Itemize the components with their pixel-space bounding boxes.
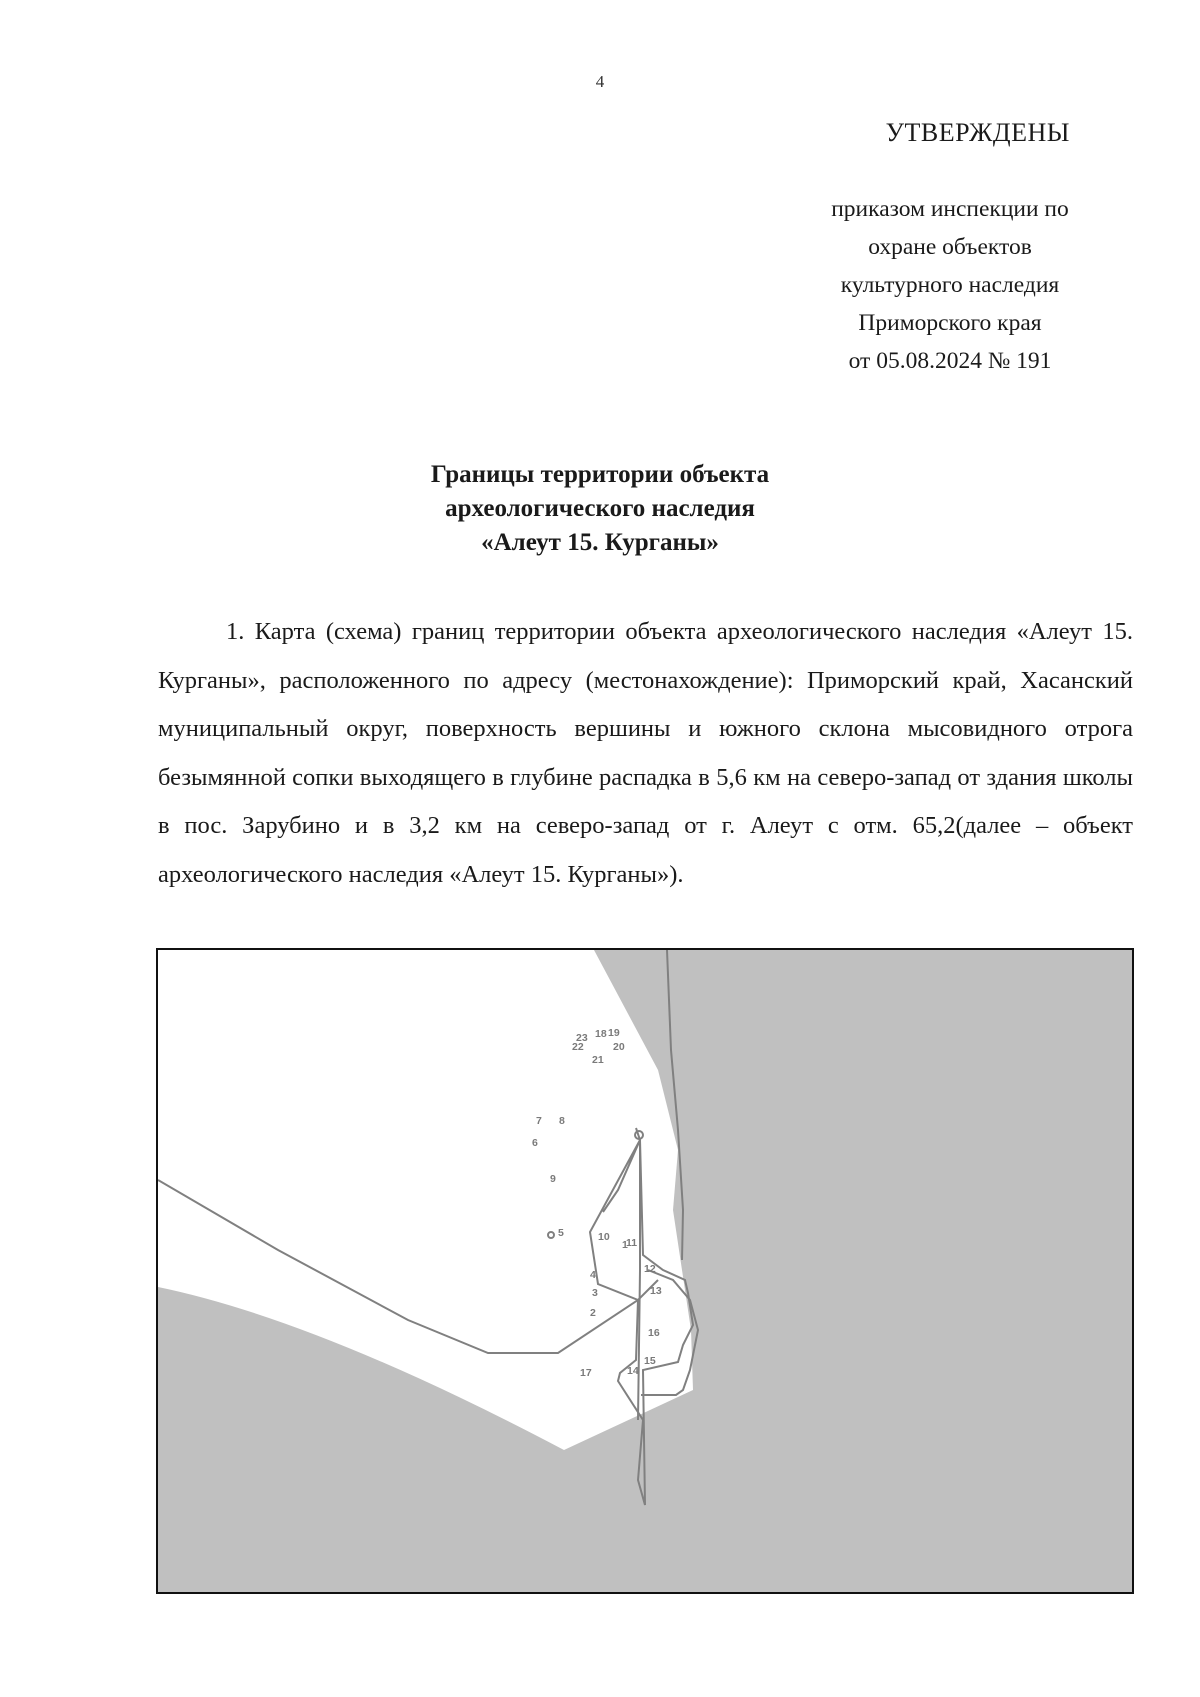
boundary-point-label-23: 23 [576, 1032, 588, 1044]
boundary-point-label-10: 10 [598, 1231, 610, 1243]
boundary-point-label-22: 22 [572, 1041, 584, 1053]
approval-date-number: от 05.08.2024 № 191 [848, 348, 1052, 374]
boundary-point-label-20: 20 [613, 1041, 625, 1053]
boundary-point-marker [548, 1232, 554, 1238]
boundary-map [156, 948, 1134, 1594]
approval-line: культурного наследия [840, 272, 1060, 298]
boundary-point-label-12: 12 [644, 1263, 656, 1275]
page-number: 4 [595, 72, 605, 91]
approval-line: охране объектов [868, 234, 1032, 260]
boundary-point-label-11: 11 [626, 1237, 638, 1249]
boundary-point-label-5: 5 [558, 1227, 564, 1239]
boundary-point-label-14: 14 [627, 1365, 639, 1377]
approval-line: приказом инспекции по [831, 196, 1069, 222]
title-line: Границы территории объекта [430, 461, 770, 488]
boundary-point-label-16: 16 [648, 1327, 660, 1339]
boundary-point-label-1: 1 [622, 1239, 628, 1251]
boundary-map-svg [158, 950, 1132, 1592]
boundary-point-label-4: 4 [590, 1269, 596, 1281]
boundary-point-label-2: 2 [590, 1307, 596, 1319]
approval-line: Приморского края [858, 310, 1042, 336]
body-paragraph: 1. Карта (схема) границ территории объекта археологического наследия «Алеут 15. Курганы», расположенного по адресу (местонахождение): Приморский край, Хасанский муниципальный округ, поверхность вершины и южного склона мысовидного отрога безымянной сопки выходящего в глубине распадка в 5,6 км на северо-запад от здания школы в пос. Зарубино и в 3,2 км на северо-запад от г. Алеут с отм. 65,2(далее – объект археологического наследия «Алеут 15. Курганы»). [158, 618, 1133, 888]
document-title [0, 458, 1200, 560]
boundary-point-label-17: 17 [580, 1367, 592, 1379]
approval-title: УТВЕРЖДЕНЫ [885, 118, 1070, 147]
title-line: «Алеут 15. Курганы» [481, 529, 719, 556]
boundary-point-label-3: 3 [592, 1287, 598, 1299]
boundary-point-label-18: 18 [595, 1028, 607, 1040]
boundary-point-label-8: 8 [559, 1115, 565, 1127]
boundary-point-label-9: 9 [550, 1173, 556, 1185]
boundary-point-label-13: 13 [650, 1285, 662, 1297]
boundary-point-label-7: 7 [536, 1115, 542, 1127]
boundary-point-label-6: 6 [532, 1137, 538, 1149]
title-line: археологического наследия [445, 495, 755, 522]
boundary-point-label-21: 21 [592, 1054, 604, 1066]
boundary-point-label-19: 19 [608, 1027, 620, 1039]
site-axis-line [638, 1140, 640, 1420]
approval-block [790, 118, 1110, 380]
boundary-point-label-15: 15 [644, 1355, 656, 1367]
